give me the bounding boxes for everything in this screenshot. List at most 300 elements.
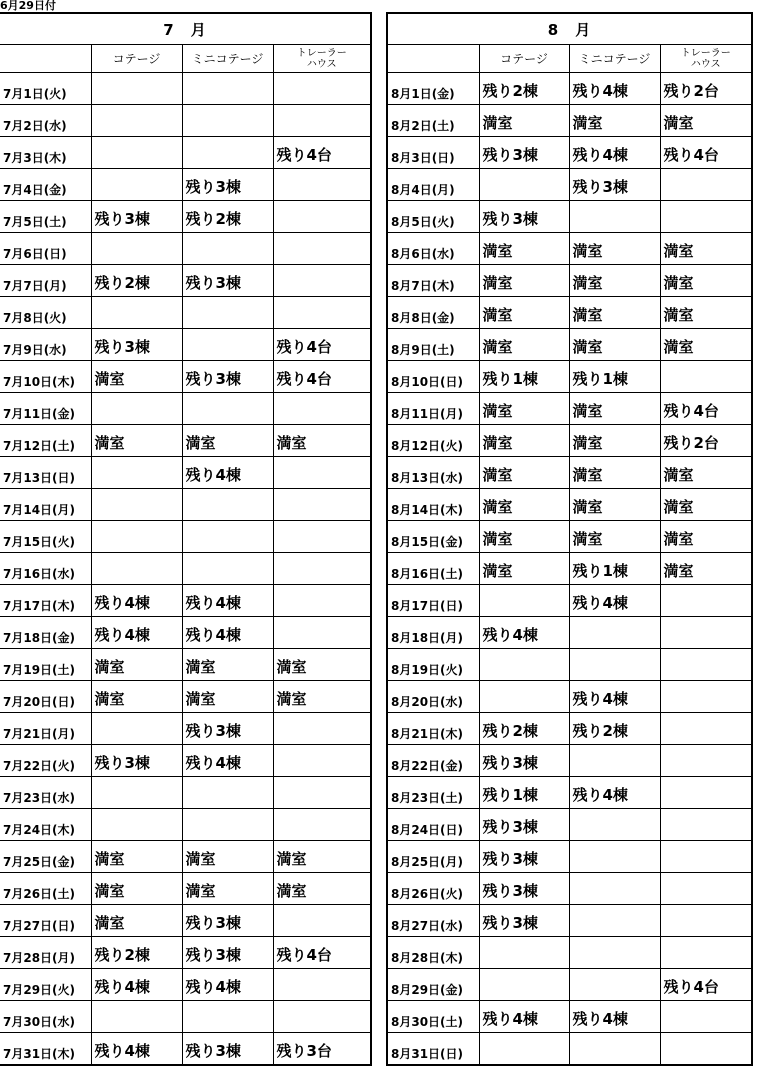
table-row — [387, 393, 752, 425]
cottage-availability: 満室 — [91, 361, 182, 393]
cottage-availability: 満室 — [91, 425, 182, 457]
trailer-house-availability — [273, 969, 371, 1001]
trailer-house-availability: 残り4台 — [660, 393, 752, 425]
table-row — [387, 777, 752, 809]
date-column-header — [387, 45, 479, 73]
cottage-availability — [91, 73, 182, 105]
mini-cottage-availability: 残り1棟 — [569, 553, 660, 585]
mini-cottage-availability: 満室 — [182, 425, 273, 457]
mini-cottage-availability: 残り3棟 — [182, 937, 273, 969]
mini-cottage-availability: 満室 — [569, 521, 660, 553]
trailer-house-availability — [273, 809, 371, 841]
mini-cottage-availability: 満室 — [182, 873, 273, 905]
date-cell: 7月7日(月) — [0, 265, 91, 297]
mini-cottage-availability: 残り4棟 — [182, 745, 273, 777]
cottage-availability: 残り1棟 — [479, 777, 569, 809]
date-cell: 7月23日(水) — [0, 777, 91, 809]
mini-cottage-availability: 残り2棟 — [182, 201, 273, 233]
trailer-house-availability — [273, 521, 371, 553]
cottage-column-header: コテージ — [91, 45, 182, 73]
cottage-availability: 残り4棟 — [479, 1001, 569, 1033]
mini-cottage-availability: 残り2棟 — [569, 713, 660, 745]
date-cell: 7月27日(日) — [0, 905, 91, 937]
date-cell: 7月18日(金) — [0, 617, 91, 649]
mini-cottage-availability: 残り3棟 — [182, 905, 273, 937]
trailer-house-availability: 満室 — [273, 681, 371, 713]
mini-cottage-availability — [569, 745, 660, 777]
trailer-house-availability: 満室 — [660, 233, 752, 265]
table-row — [0, 233, 371, 265]
table-row — [387, 553, 752, 585]
date-cell: 7月11日(金) — [0, 393, 91, 425]
mini-cottage-availability: 残り3棟 — [182, 713, 273, 745]
table-row — [387, 1033, 752, 1066]
cottage-availability: 満室 — [91, 873, 182, 905]
trailer-house-availability — [660, 873, 752, 905]
table-row — [0, 745, 371, 777]
mini-cottage-availability — [182, 521, 273, 553]
table-row — [387, 457, 752, 489]
date-cell: 8月1日(金) — [387, 73, 479, 105]
cottage-availability: 残り3棟 — [479, 809, 569, 841]
mini-cottage-availability — [569, 201, 660, 233]
trailer-house-availability — [660, 649, 752, 681]
trailer-house-availability — [660, 617, 752, 649]
table-row — [0, 105, 371, 137]
mini-cottage-availability — [569, 809, 660, 841]
mini-cottage-availability — [182, 233, 273, 265]
cottage-availability — [91, 393, 182, 425]
date-cell: 8月8日(金) — [387, 297, 479, 329]
cottage-availability: 残り3棟 — [479, 841, 569, 873]
date-cell: 8月19日(火) — [387, 649, 479, 681]
mini-cottage-availability — [182, 137, 273, 169]
trailer-house-availability — [660, 841, 752, 873]
table-row — [0, 713, 371, 745]
table-row — [387, 489, 752, 521]
trailer-house-availability — [660, 745, 752, 777]
table-row — [387, 617, 752, 649]
cottage-availability — [91, 105, 182, 137]
table-row — [0, 969, 371, 1001]
cottage-availability — [479, 937, 569, 969]
table-row — [0, 201, 371, 233]
date-cell: 8月30日(土) — [387, 1001, 479, 1033]
date-cell: 7月12日(土) — [0, 425, 91, 457]
mini-cottage-availability — [569, 937, 660, 969]
cottage-availability: 残り4棟 — [91, 969, 182, 1001]
mini-cottage-availability — [182, 105, 273, 137]
date-cell: 8月17日(日) — [387, 585, 479, 617]
trailer-house-availability: 満室 — [273, 649, 371, 681]
cottage-availability — [91, 713, 182, 745]
date-cell: 7月19日(土) — [0, 649, 91, 681]
table-row — [0, 681, 371, 713]
cottage-availability — [479, 585, 569, 617]
date-cell: 7月15日(火) — [0, 521, 91, 553]
mini-cottage-availability — [182, 1001, 273, 1033]
table-row — [0, 809, 371, 841]
date-cell: 7月29日(火) — [0, 969, 91, 1001]
trailer-house-availability — [273, 265, 371, 297]
table-row — [387, 233, 752, 265]
table-row — [387, 905, 752, 937]
as-of-date: 6月29日付 — [0, 0, 56, 12]
table-row — [0, 265, 371, 297]
date-cell: 8月6日(水) — [387, 233, 479, 265]
trailer-house-availability — [660, 1033, 752, 1066]
trailer-header-line1: トレーラー — [680, 47, 731, 59]
date-cell: 8月21日(木) — [387, 713, 479, 745]
mini-cottage-availability: 満室 — [569, 425, 660, 457]
cottage-availability — [91, 457, 182, 489]
mini-cottage-availability — [182, 489, 273, 521]
mini-cottage-availability: 満室 — [569, 489, 660, 521]
cottage-availability: 残り2棟 — [91, 265, 182, 297]
cottage-availability: 残り2棟 — [479, 73, 569, 105]
cottage-availability — [479, 681, 569, 713]
date-cell: 8月7日(木) — [387, 265, 479, 297]
table-row — [0, 649, 371, 681]
date-cell: 7月16日(水) — [0, 553, 91, 585]
table-row — [0, 457, 371, 489]
cottage-availability — [479, 969, 569, 1001]
mini-cottage-availability: 満室 — [569, 457, 660, 489]
mini-cottage-availability: 残り4棟 — [569, 777, 660, 809]
trailer-house-availability — [273, 553, 371, 585]
trailer-house-availability — [273, 617, 371, 649]
date-cell: 8月18日(月) — [387, 617, 479, 649]
trailer-house-availability — [660, 1001, 752, 1033]
date-cell: 8月15日(金) — [387, 521, 479, 553]
mini-cottage-availability — [569, 873, 660, 905]
table-row — [387, 201, 752, 233]
date-cell: 8月28日(木) — [387, 937, 479, 969]
cottage-availability: 満室 — [91, 841, 182, 873]
mini-cottage-availability — [569, 617, 660, 649]
trailer-house-column-header — [273, 45, 371, 73]
table-row — [0, 841, 371, 873]
trailer-house-availability: 残り2台 — [660, 73, 752, 105]
cottage-availability: 残り3棟 — [479, 745, 569, 777]
table-row — [0, 777, 371, 809]
table-row — [0, 137, 371, 169]
cottage-availability — [91, 169, 182, 201]
date-cell: 8月24日(日) — [387, 809, 479, 841]
table-row — [0, 489, 371, 521]
trailer-house-availability: 残り4台 — [660, 137, 752, 169]
trailer-header-line2: ハウス — [306, 58, 337, 70]
cottage-availability — [91, 489, 182, 521]
mini-cottage-availability: 残り3棟 — [182, 265, 273, 297]
date-cell: 7月31日(木) — [0, 1033, 91, 1066]
date-cell: 7月8日(火) — [0, 297, 91, 329]
mini-cottage-availability — [182, 297, 273, 329]
trailer-house-availability: 残り4台 — [660, 969, 752, 1001]
cottage-availability: 残り4棟 — [91, 1033, 182, 1066]
cottage-availability: 満室 — [479, 265, 569, 297]
date-cell: 8月25日(月) — [387, 841, 479, 873]
mini-cottage-availability: 残り4棟 — [182, 585, 273, 617]
cottage-availability — [91, 521, 182, 553]
mini-cottage-availability: 満室 — [569, 233, 660, 265]
mini-cottage-availability: 残り1棟 — [569, 361, 660, 393]
date-cell: 7月26日(土) — [0, 873, 91, 905]
date-cell: 7月28日(月) — [0, 937, 91, 969]
date-cell: 7月4日(金) — [0, 169, 91, 201]
date-cell: 8月11日(月) — [387, 393, 479, 425]
table-row — [387, 745, 752, 777]
cottage-availability: 満室 — [479, 489, 569, 521]
mini-cottage-availability — [569, 969, 660, 1001]
table-row — [387, 969, 752, 1001]
cottage-availability: 残り3棟 — [479, 873, 569, 905]
trailer-house-availability — [660, 169, 752, 201]
trailer-house-availability — [660, 361, 752, 393]
cottage-availability: 満室 — [479, 105, 569, 137]
mini-cottage-availability — [182, 777, 273, 809]
table-row — [0, 521, 371, 553]
mini-cottage-availability: 満室 — [569, 393, 660, 425]
august-table — [386, 12, 753, 1066]
date-cell: 7月17日(木) — [0, 585, 91, 617]
date-cell: 7月6日(日) — [0, 233, 91, 265]
cottage-availability — [479, 1033, 569, 1066]
cottage-availability: 満室 — [479, 425, 569, 457]
cottage-column-header: コテージ — [479, 45, 569, 73]
table-row — [387, 841, 752, 873]
table-row — [387, 329, 752, 361]
trailer-house-availability — [660, 777, 752, 809]
trailer-house-availability: 残り4台 — [273, 937, 371, 969]
trailer-house-availability: 満室 — [660, 457, 752, 489]
table-row — [387, 585, 752, 617]
date-cell: 7月22日(火) — [0, 745, 91, 777]
table-row — [387, 937, 752, 969]
table-row — [0, 73, 371, 105]
trailer-house-availability: 満室 — [660, 489, 752, 521]
trailer-house-availability: 満室 — [660, 553, 752, 585]
trailer-house-availability — [273, 297, 371, 329]
table-row — [0, 329, 371, 361]
cottage-availability: 満室 — [479, 329, 569, 361]
trailer-house-availability: 残り2台 — [660, 425, 752, 457]
trailer-house-availability: 満室 — [660, 265, 752, 297]
mini-cottage-availability: 残り3棟 — [569, 169, 660, 201]
trailer-house-availability: 満室 — [273, 841, 371, 873]
cottage-availability — [91, 809, 182, 841]
trailer-house-availability — [273, 73, 371, 105]
cottage-availability: 残り3棟 — [91, 745, 182, 777]
cottage-availability: 残り3棟 — [479, 201, 569, 233]
table-row — [0, 1001, 371, 1033]
cottage-availability: 残り4棟 — [479, 617, 569, 649]
date-cell: 8月10日(日) — [387, 361, 479, 393]
month-title-august: 8 月 — [387, 13, 752, 45]
mini-cottage-availability — [569, 905, 660, 937]
date-cell: 8月2日(土) — [387, 105, 479, 137]
mini-cottage-column-header: ミニコテージ — [182, 45, 273, 73]
cottage-availability: 残り3棟 — [479, 137, 569, 169]
table-row — [387, 873, 752, 905]
mini-cottage-availability: 残り4棟 — [569, 681, 660, 713]
cottage-availability: 満室 — [479, 297, 569, 329]
cottage-availability: 満室 — [479, 457, 569, 489]
july-rows — [0, 73, 371, 1066]
cottage-availability: 満室 — [91, 681, 182, 713]
table-row — [387, 105, 752, 137]
cottage-availability — [91, 1001, 182, 1033]
trailer-house-availability — [273, 201, 371, 233]
date-cell: 8月16日(土) — [387, 553, 479, 585]
date-cell: 8月9日(土) — [387, 329, 479, 361]
date-cell: 7月24日(木) — [0, 809, 91, 841]
date-cell: 7月30日(水) — [0, 1001, 91, 1033]
trailer-house-availability — [273, 457, 371, 489]
table-row — [0, 1033, 371, 1066]
date-cell: 8月20日(水) — [387, 681, 479, 713]
table-row — [0, 585, 371, 617]
table-row — [387, 297, 752, 329]
cottage-availability: 満室 — [91, 905, 182, 937]
table-row — [0, 393, 371, 425]
trailer-house-availability — [273, 585, 371, 617]
cottage-availability: 残り2棟 — [479, 713, 569, 745]
mini-cottage-availability: 残り4棟 — [182, 617, 273, 649]
table-row — [0, 297, 371, 329]
date-cell: 7月13日(日) — [0, 457, 91, 489]
mini-cottage-availability: 残り4棟 — [182, 969, 273, 1001]
trailer-house-availability — [660, 681, 752, 713]
table-row — [387, 713, 752, 745]
date-cell: 8月5日(火) — [387, 201, 479, 233]
table-row — [0, 361, 371, 393]
trailer-house-availability — [273, 1001, 371, 1033]
cottage-availability — [91, 777, 182, 809]
trailer-house-availability — [660, 201, 752, 233]
mini-cottage-availability: 残り4棟 — [569, 585, 660, 617]
mini-cottage-availability: 残り3棟 — [182, 1033, 273, 1066]
trailer-house-availability — [273, 233, 371, 265]
mini-cottage-availability: 残り4棟 — [569, 137, 660, 169]
cottage-availability — [91, 553, 182, 585]
date-cell: 7月9日(水) — [0, 329, 91, 361]
date-cell: 8月26日(火) — [387, 873, 479, 905]
table-row — [387, 521, 752, 553]
trailer-house-availability: 満室 — [660, 521, 752, 553]
cottage-availability: 満室 — [479, 233, 569, 265]
table-row — [387, 425, 752, 457]
date-cell: 7月10日(木) — [0, 361, 91, 393]
mini-cottage-availability: 満室 — [569, 105, 660, 137]
trailer-house-availability: 満室 — [660, 297, 752, 329]
mini-cottage-availability: 残り4棟 — [569, 73, 660, 105]
table-row — [0, 425, 371, 457]
trailer-house-availability: 残り4台 — [273, 329, 371, 361]
table-row — [387, 137, 752, 169]
mini-cottage-availability — [182, 553, 273, 585]
mini-cottage-availability: 満室 — [569, 297, 660, 329]
mini-cottage-availability — [182, 329, 273, 361]
table-row — [387, 681, 752, 713]
mini-cottage-availability: 残り4棟 — [569, 1001, 660, 1033]
cottage-availability — [91, 233, 182, 265]
july-table — [0, 12, 372, 1066]
august-rows — [387, 73, 752, 1066]
trailer-house-availability — [273, 393, 371, 425]
mini-cottage-availability: 満室 — [182, 681, 273, 713]
cottage-availability — [479, 649, 569, 681]
date-cell: 7月5日(土) — [0, 201, 91, 233]
table-row — [0, 553, 371, 585]
trailer-house-availability: 満室 — [660, 329, 752, 361]
trailer-house-availability: 残り4台 — [273, 137, 371, 169]
trailer-house-availability — [660, 937, 752, 969]
trailer-house-availability — [660, 713, 752, 745]
date-cell: 8月23日(土) — [387, 777, 479, 809]
trailer-house-availability: 残り4台 — [273, 361, 371, 393]
date-cell: 8月22日(金) — [387, 745, 479, 777]
date-cell: 8月31日(日) — [387, 1033, 479, 1066]
trailer-house-availability — [660, 905, 752, 937]
trailer-house-availability — [273, 905, 371, 937]
trailer-house-availability — [273, 777, 371, 809]
cottage-availability: 残り4棟 — [91, 617, 182, 649]
date-cell: 7月3日(木) — [0, 137, 91, 169]
cottage-availability: 残り3棟 — [479, 905, 569, 937]
mini-cottage-column-header: ミニコテージ — [569, 45, 660, 73]
mini-cottage-availability: 残り3棟 — [182, 361, 273, 393]
trailer-house-column-header — [660, 45, 752, 73]
table-row — [0, 169, 371, 201]
trailer-house-availability: 満室 — [273, 873, 371, 905]
cottage-availability: 残り3棟 — [91, 329, 182, 361]
cottage-availability — [91, 297, 182, 329]
table-row — [387, 169, 752, 201]
date-cell: 8月27日(水) — [387, 905, 479, 937]
table-row — [387, 649, 752, 681]
date-cell: 8月3日(日) — [387, 137, 479, 169]
cottage-availability: 残り3棟 — [91, 201, 182, 233]
mini-cottage-availability: 満室 — [569, 265, 660, 297]
mini-cottage-availability — [569, 649, 660, 681]
cottage-availability: 残り1棟 — [479, 361, 569, 393]
date-cell: 7月2日(水) — [0, 105, 91, 137]
trailer-house-availability — [660, 585, 752, 617]
date-cell: 7月1日(火) — [0, 73, 91, 105]
trailer-house-availability — [273, 105, 371, 137]
trailer-house-availability — [273, 489, 371, 521]
table-row — [387, 361, 752, 393]
trailer-house-availability — [660, 809, 752, 841]
mini-cottage-availability: 満室 — [182, 841, 273, 873]
table-row — [0, 905, 371, 937]
cottage-availability: 残り4棟 — [91, 585, 182, 617]
trailer-house-availability: 満室 — [273, 425, 371, 457]
mini-cottage-availability: 残り3棟 — [182, 169, 273, 201]
date-cell: 7月14日(月) — [0, 489, 91, 521]
date-cell: 8月12日(火) — [387, 425, 479, 457]
table-row — [0, 873, 371, 905]
cottage-availability: 満室 — [91, 649, 182, 681]
date-cell: 8月4日(月) — [387, 169, 479, 201]
date-cell: 7月25日(金) — [0, 841, 91, 873]
date-cell: 8月13日(水) — [387, 457, 479, 489]
table-row — [0, 937, 371, 969]
mini-cottage-availability — [182, 73, 273, 105]
cottage-availability — [479, 169, 569, 201]
trailer-header-line2: ハウス — [690, 58, 721, 70]
